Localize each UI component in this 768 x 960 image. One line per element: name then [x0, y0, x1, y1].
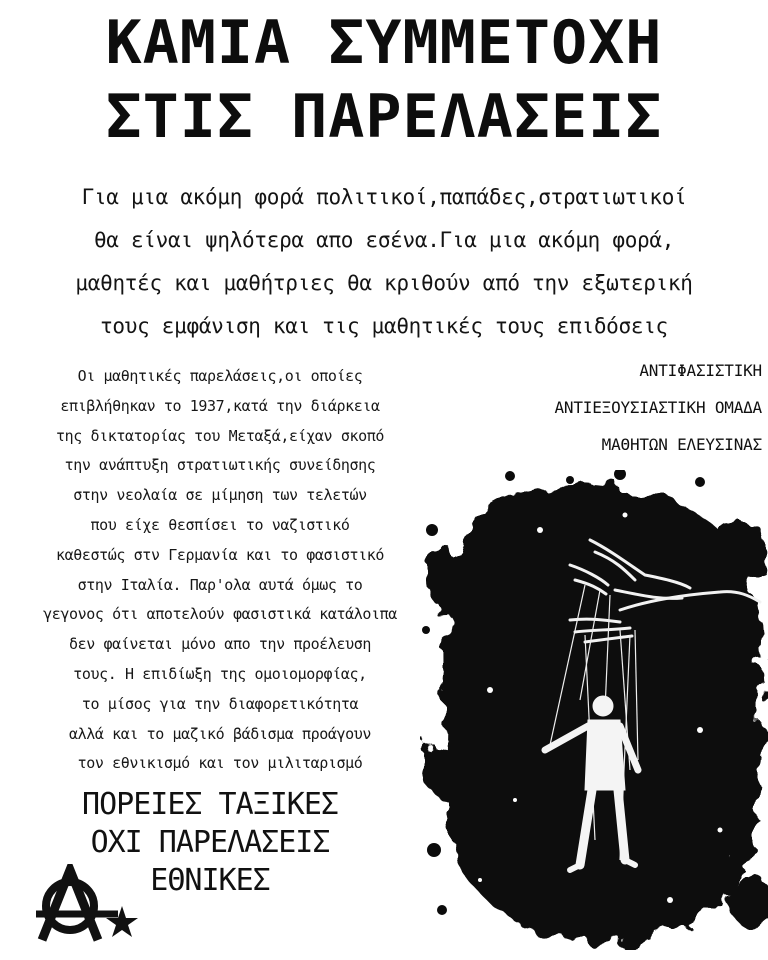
headline	[0, 6, 768, 154]
intro-paragraph	[12, 176, 756, 348]
group-line: ΑΝΤΙΦΑΣΙΣΤΙΚΗ	[639, 361, 762, 380]
body-line: στην Ιταλία. Παρ'ολα αυτά όμως το	[77, 575, 363, 594]
slogan-line-1: ΠΟΡΕΙΕΣ ΤΑΞΙΚΕΣ	[82, 787, 338, 822]
body-paragraph	[0, 362, 440, 779]
group-line: ΑΝΤΙΕΞΟΥΣΙΑΣΤΙΚΗ ΟΜΑΔΑ	[554, 398, 762, 417]
body-line: τον εθνικισμό και τον μιλιταρισμό	[77, 754, 363, 773]
slogan-line-2: ΟΧΙ ΠΑΡΕΛΑΣΕΙΣ	[90, 825, 330, 860]
body-line: στην νεολαία σε μίμηση των τελετών	[73, 486, 367, 505]
body-line: αλλά και το μαζικό βάδισμα προάγουν	[68, 724, 372, 743]
body-line: που είχε θεσπίσει το ναζιστικό	[90, 515, 350, 534]
body-line: επιβλήθηκαν το 1937,κατά την διάρκεια	[60, 396, 380, 415]
body-line: δεν φαίνεται μόνο απο την προέλευση	[68, 635, 372, 654]
body-line: το μίσος για την διαφορετικότητα	[81, 694, 359, 713]
body-line: την ανάπτυξη στρατιωτικής συνείδησης	[64, 456, 376, 475]
group-line: ΜΑΘΗΤΩΝ ΕΛΕΥΣΙΝΑΣ	[601, 435, 762, 454]
body-line: γεγονος ότι αποτελούν φασιστικά κατάλοιπα	[43, 605, 397, 624]
intro-line: θα είναι ψηλότερα απο εσένα.Για μια ακόμη φορά,	[93, 228, 675, 252]
intro-line: Για μια ακόμη φορά πολιτικοί,παπάδες,στρατιωτικοί	[81, 185, 687, 209]
body-line: καθεστώς στν Γερμανία και το φασιστικό	[56, 545, 384, 564]
body-line: τους. Η επιδίωξη της ομοιομορφίας,	[73, 664, 367, 683]
anarchy-star-icon	[30, 864, 140, 944]
intro-line: τους εμφάνιση και τις μαθητικές τους επιδόσεις	[100, 314, 668, 338]
slogan-line-3: ΕΘΝΙΚΕΣ	[150, 863, 270, 898]
body-line: Οι μαθητικές παρελάσεις,οι οποίες	[77, 367, 363, 385]
puppet-master-illustration	[420, 470, 768, 950]
headline-line-2: ΣΤΙΣ ΠΑΡΕΛΑΣΕΙΣ	[105, 82, 663, 152]
group-signature	[448, 352, 762, 463]
headline-line-1: ΚΑΜΙΑ ΣΥΜΜΕΤΟΧΗ	[105, 8, 663, 78]
intro-line: μαθητές και μαθήτριες θα κριθούν από την εξωτερική	[75, 271, 693, 295]
body-line: της δικτατορίας του Μεταξά,είχαν σκοπό	[56, 426, 384, 445]
